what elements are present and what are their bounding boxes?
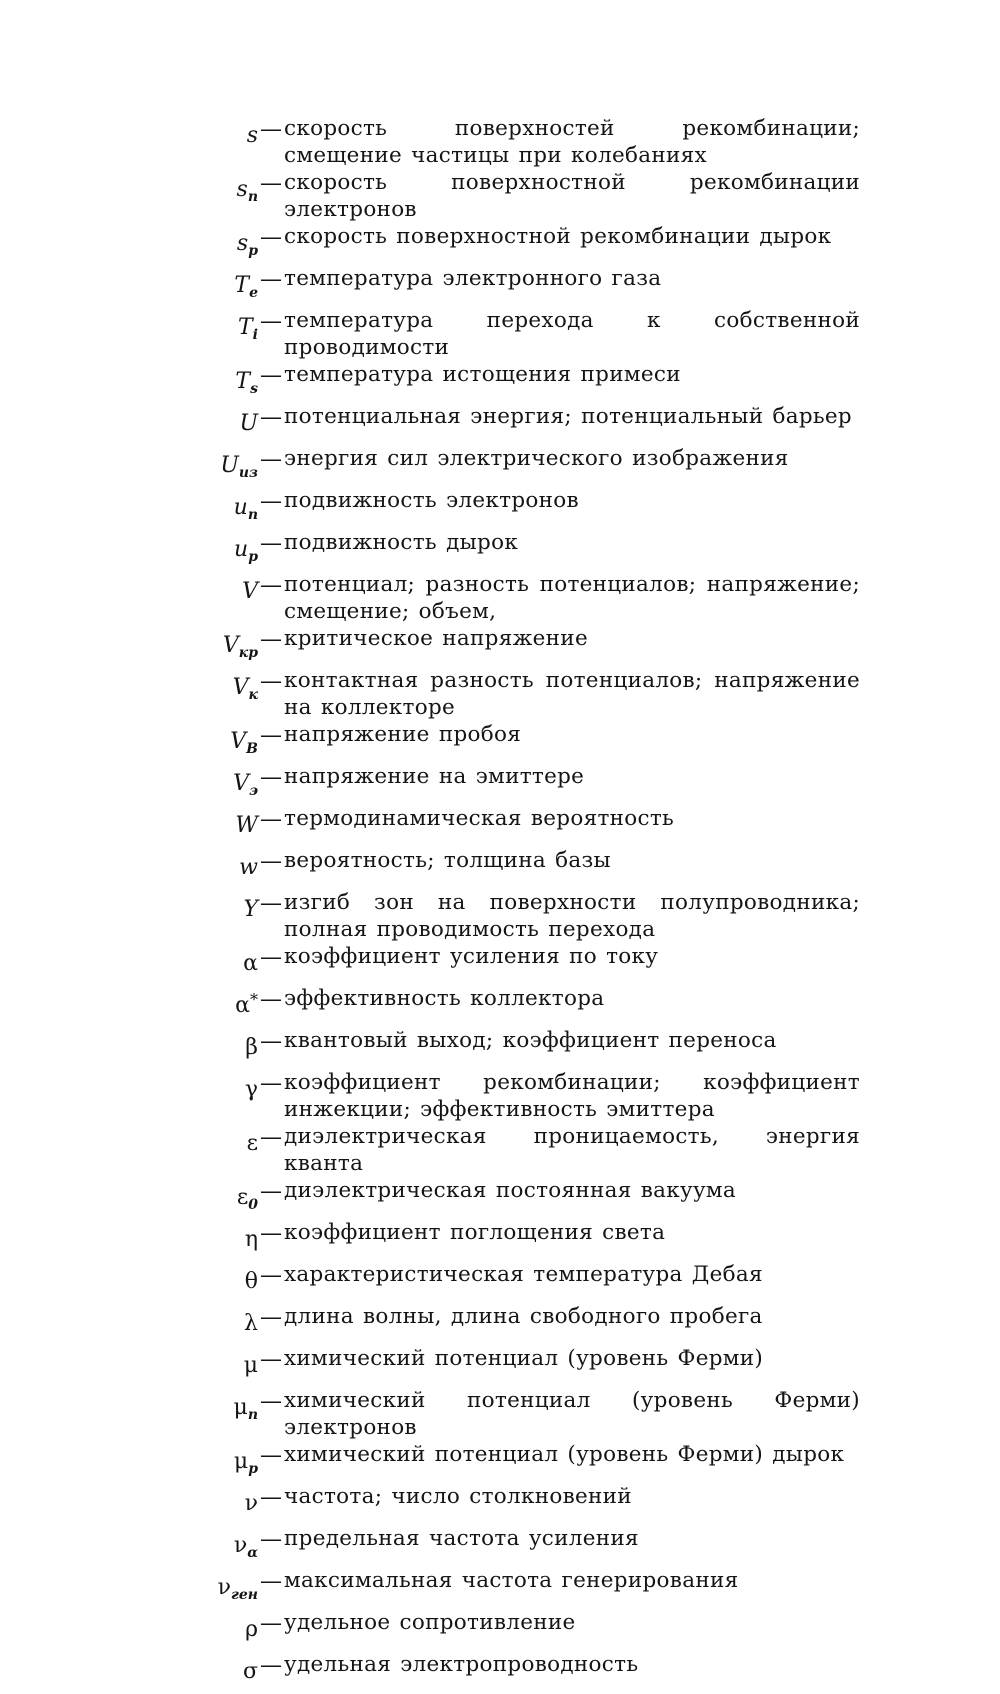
dash: — — [260, 1263, 282, 1288]
dash: — — [260, 171, 282, 196]
definition: изгиб зон на поверхности полупроводника; полная проводимость перехода — [284, 890, 860, 942]
dash: — — [260, 849, 282, 874]
dash: — — [260, 891, 282, 916]
symbol-subscript: n — [247, 189, 258, 205]
symbol — [170, 1178, 258, 1219]
symbol-letter: w — [239, 855, 258, 880]
definition: характеристическая температура Дебая — [284, 1262, 763, 1287]
symbol-subscript: 0 — [248, 1197, 258, 1213]
symbol-entry — [170, 266, 860, 307]
symbol — [170, 170, 258, 211]
symbol-subscript: n — [247, 507, 258, 523]
symbol-entry — [170, 944, 860, 985]
symbol-letter: T — [234, 273, 250, 298]
dash: — — [260, 945, 282, 970]
symbol-entry — [170, 1568, 860, 1609]
dash: — — [260, 267, 282, 292]
definition: скорость поверхностей рекомбинации; смещение частицы при колебаниях — [284, 116, 860, 168]
definition: подвижность электронов — [284, 488, 579, 513]
symbol-entry — [170, 1346, 860, 1387]
definition: эффективность коллектора — [284, 986, 605, 1011]
dash: — — [260, 363, 282, 388]
symbol-subscript: p — [248, 243, 258, 259]
definition: потенциал; разность потенциалов; напряжение; смещение; объем, — [284, 572, 860, 624]
symbol-list — [170, 116, 860, 1694]
symbol-entry — [170, 722, 860, 763]
definition: максимальная частота генерирования — [284, 1568, 739, 1593]
dash: — — [260, 723, 282, 748]
symbol-letter: ε — [246, 1131, 258, 1156]
symbol — [170, 1304, 258, 1345]
symbol-letter: ν — [217, 1575, 231, 1600]
symbol-subscript: B — [246, 741, 258, 757]
symbol-subscript: из — [238, 465, 258, 481]
dash: — — [260, 1347, 282, 1372]
symbol — [170, 572, 258, 613]
symbol-letter: U — [239, 411, 258, 436]
dash: — — [260, 309, 282, 334]
definition: диэлектрическая постоянная вакуума — [284, 1178, 737, 1203]
symbol — [170, 308, 258, 349]
symbol-letter: W — [235, 813, 258, 838]
symbol-entry — [170, 626, 860, 667]
definition: вероятность; толщина базы — [284, 848, 611, 873]
symbol — [170, 848, 258, 889]
definition: коэффициент усиления по току — [284, 944, 659, 969]
symbol — [170, 1220, 258, 1261]
dash: — — [260, 1527, 282, 1552]
symbol-letter: ν — [244, 1491, 258, 1516]
symbol-subscript: к — [248, 687, 258, 703]
dash: — — [260, 225, 282, 250]
definition: напряжение на эмиттере — [284, 764, 585, 789]
symbol — [170, 1610, 258, 1651]
definition: химический потенциал (уровень Ферми) — [284, 1346, 764, 1371]
definition: удельное сопротивление — [284, 1610, 576, 1635]
dash: — — [260, 1125, 282, 1150]
symbol — [170, 224, 258, 265]
dash: — — [260, 807, 282, 832]
definition: скорость поверхностной рекомбинации электронов — [284, 170, 860, 222]
symbol-entry — [170, 1220, 860, 1261]
definition: удельная электропроводность — [284, 1652, 639, 1677]
definition: предельная частота усиления — [284, 1526, 639, 1551]
symbol — [170, 488, 258, 529]
symbol-letter: η — [244, 1227, 258, 1252]
definition: частота; число столкновений — [284, 1484, 632, 1509]
definition: длина волны, длина свободного пробега — [284, 1304, 763, 1329]
definition: скорость поверхностной рекомбинации дырок — [284, 224, 832, 249]
symbol-entry — [170, 1178, 860, 1219]
symbol — [170, 986, 258, 1027]
symbol-subscript: p — [248, 549, 258, 565]
dash: — — [260, 1071, 282, 1096]
symbol-subscript: ген — [231, 1587, 258, 1603]
symbol-entry — [170, 116, 860, 169]
symbol-letter: μ — [243, 1353, 258, 1378]
symbol-letter: s — [236, 177, 248, 202]
definition: температура перехода к собственной проводимости — [284, 308, 860, 360]
symbol-letter: s — [246, 123, 258, 148]
symbol-subscript: n — [247, 1407, 258, 1423]
symbol-letter: V — [230, 729, 247, 754]
definition: химический потенциал (уровень Ферми) дырок — [284, 1442, 845, 1467]
symbol-letter: λ — [244, 1311, 258, 1336]
symbol — [170, 1388, 258, 1429]
definition: напряжение пробоя — [284, 722, 522, 747]
symbol-superscript: * — [250, 990, 258, 1009]
symbol-entry — [170, 1070, 860, 1123]
symbol-letter: V — [242, 579, 258, 604]
symbol — [170, 764, 258, 805]
symbol-subscript: i — [252, 327, 258, 343]
symbol-letter: α — [235, 993, 250, 1018]
symbol-letter: ρ — [245, 1617, 258, 1642]
symbol — [170, 944, 258, 985]
symbol — [170, 668, 258, 709]
definition: диэлектрическая проницаемость, энергия кванта — [284, 1124, 860, 1176]
definition: температура истощения примеси — [284, 362, 681, 387]
symbol-letter: V — [222, 633, 239, 658]
symbol-letter: s — [236, 231, 249, 256]
symbol-entry — [170, 764, 860, 805]
symbol-entry — [170, 1262, 860, 1303]
symbol-letter: u — [233, 495, 248, 520]
symbol — [170, 890, 258, 931]
symbol-letter: θ — [244, 1269, 258, 1294]
dash: — — [260, 531, 282, 556]
symbol-letter: σ — [242, 1659, 258, 1684]
symbol — [170, 1442, 258, 1483]
symbol-letter: V — [232, 675, 249, 700]
dash: — — [260, 1305, 282, 1330]
dash: — — [260, 447, 282, 472]
dash: — — [260, 489, 282, 514]
symbol — [170, 404, 258, 445]
symbol-entry — [170, 890, 860, 943]
symbol-subscript: p — [248, 1461, 258, 1477]
symbol — [170, 116, 258, 157]
symbol-letter: Y — [243, 897, 258, 922]
symbol — [170, 1262, 258, 1303]
dash: — — [260, 765, 282, 790]
symbol-entry — [170, 1526, 860, 1567]
dash: — — [260, 1485, 282, 1510]
symbol-letter: ε — [236, 1185, 249, 1210]
symbol — [170, 1070, 258, 1111]
symbol-subscript: α — [247, 1545, 258, 1561]
symbol-entry — [170, 986, 860, 1027]
symbol-subscript: кр — [238, 645, 258, 661]
symbol-subscript: e — [249, 285, 258, 301]
symbol-entry — [170, 170, 860, 223]
definition: коэффициент поглощения света — [284, 1220, 666, 1245]
dash: — — [260, 669, 282, 694]
symbol-entry — [170, 1442, 860, 1483]
dash: — — [260, 1443, 282, 1468]
symbol-entry — [170, 806, 860, 847]
dash: — — [260, 1029, 282, 1054]
symbol — [170, 1124, 258, 1165]
symbol-entry — [170, 572, 860, 625]
symbol-entry — [170, 1652, 860, 1693]
dash: — — [260, 117, 282, 142]
symbol — [170, 626, 258, 667]
symbol-letter: T — [235, 369, 251, 394]
symbol-entry — [170, 1610, 860, 1651]
dash: — — [260, 987, 282, 1012]
symbol — [170, 1652, 258, 1693]
symbol-entry — [170, 848, 860, 889]
symbol-subscript: э — [248, 783, 258, 799]
symbol-entry — [170, 404, 860, 445]
symbol-entry — [170, 1304, 860, 1345]
definition: температура электронного газа — [284, 266, 662, 291]
definition: квантовый выход; коэффициент переноса — [284, 1028, 777, 1053]
symbol-letter: γ — [244, 1077, 258, 1102]
dash: — — [260, 1389, 282, 1414]
symbol-letter: α — [243, 951, 258, 976]
symbol-entry — [170, 446, 860, 487]
symbol — [170, 266, 258, 307]
dash: — — [260, 405, 282, 430]
symbol — [170, 530, 258, 571]
symbol — [170, 722, 258, 763]
symbol-subscript: s — [250, 381, 258, 397]
dash: — — [260, 1221, 282, 1246]
dash: — — [260, 1611, 282, 1636]
symbol — [170, 806, 258, 847]
symbol — [170, 1568, 258, 1609]
dash: — — [260, 627, 282, 652]
symbol — [170, 1484, 258, 1525]
definition: подвижность дырок — [284, 530, 519, 555]
symbol-entry — [170, 1028, 860, 1069]
dash: — — [260, 1569, 282, 1594]
symbol-letter: U — [220, 453, 239, 478]
symbol-letter: T — [237, 315, 253, 340]
symbol-letter: u — [234, 537, 249, 562]
symbol — [170, 1346, 258, 1387]
dash: — — [260, 1179, 282, 1204]
symbol-entry — [170, 224, 860, 265]
symbol-entry — [170, 1124, 860, 1177]
dash: — — [260, 1653, 282, 1678]
symbol — [170, 446, 258, 487]
symbol-letter: V — [233, 771, 249, 796]
symbol-letter: μ — [233, 1395, 248, 1420]
symbol-entry — [170, 308, 860, 361]
symbol-entry — [170, 362, 860, 403]
definition: химический потенциал (уровень Ферми) электронов — [284, 1388, 860, 1440]
definition: термодинамическая вероятность — [284, 806, 675, 831]
symbol-entry — [170, 668, 860, 721]
symbol-letter: ν — [233, 1533, 248, 1558]
symbol-letter: β — [245, 1035, 258, 1060]
dash: — — [260, 573, 282, 598]
definition: энергия сил электрического изображения — [284, 446, 789, 471]
definition: контактная разность потенциалов; напряжение на коллекторе — [284, 668, 860, 720]
symbol — [170, 1028, 258, 1069]
symbol-entry — [170, 488, 860, 529]
symbol-letter: μ — [233, 1449, 249, 1474]
definition: критическое напряжение — [284, 626, 588, 651]
symbol — [170, 1526, 258, 1567]
symbol — [170, 362, 258, 403]
symbol-entry — [170, 1484, 860, 1525]
symbol-entry — [170, 530, 860, 571]
symbol-entry — [170, 1388, 860, 1441]
definition: потенциальная энергия; потенциальный барьер — [284, 404, 852, 429]
definition: коэффициент рекомбинации; коэффициент инжекции; эффективность эмиттера — [284, 1070, 860, 1122]
